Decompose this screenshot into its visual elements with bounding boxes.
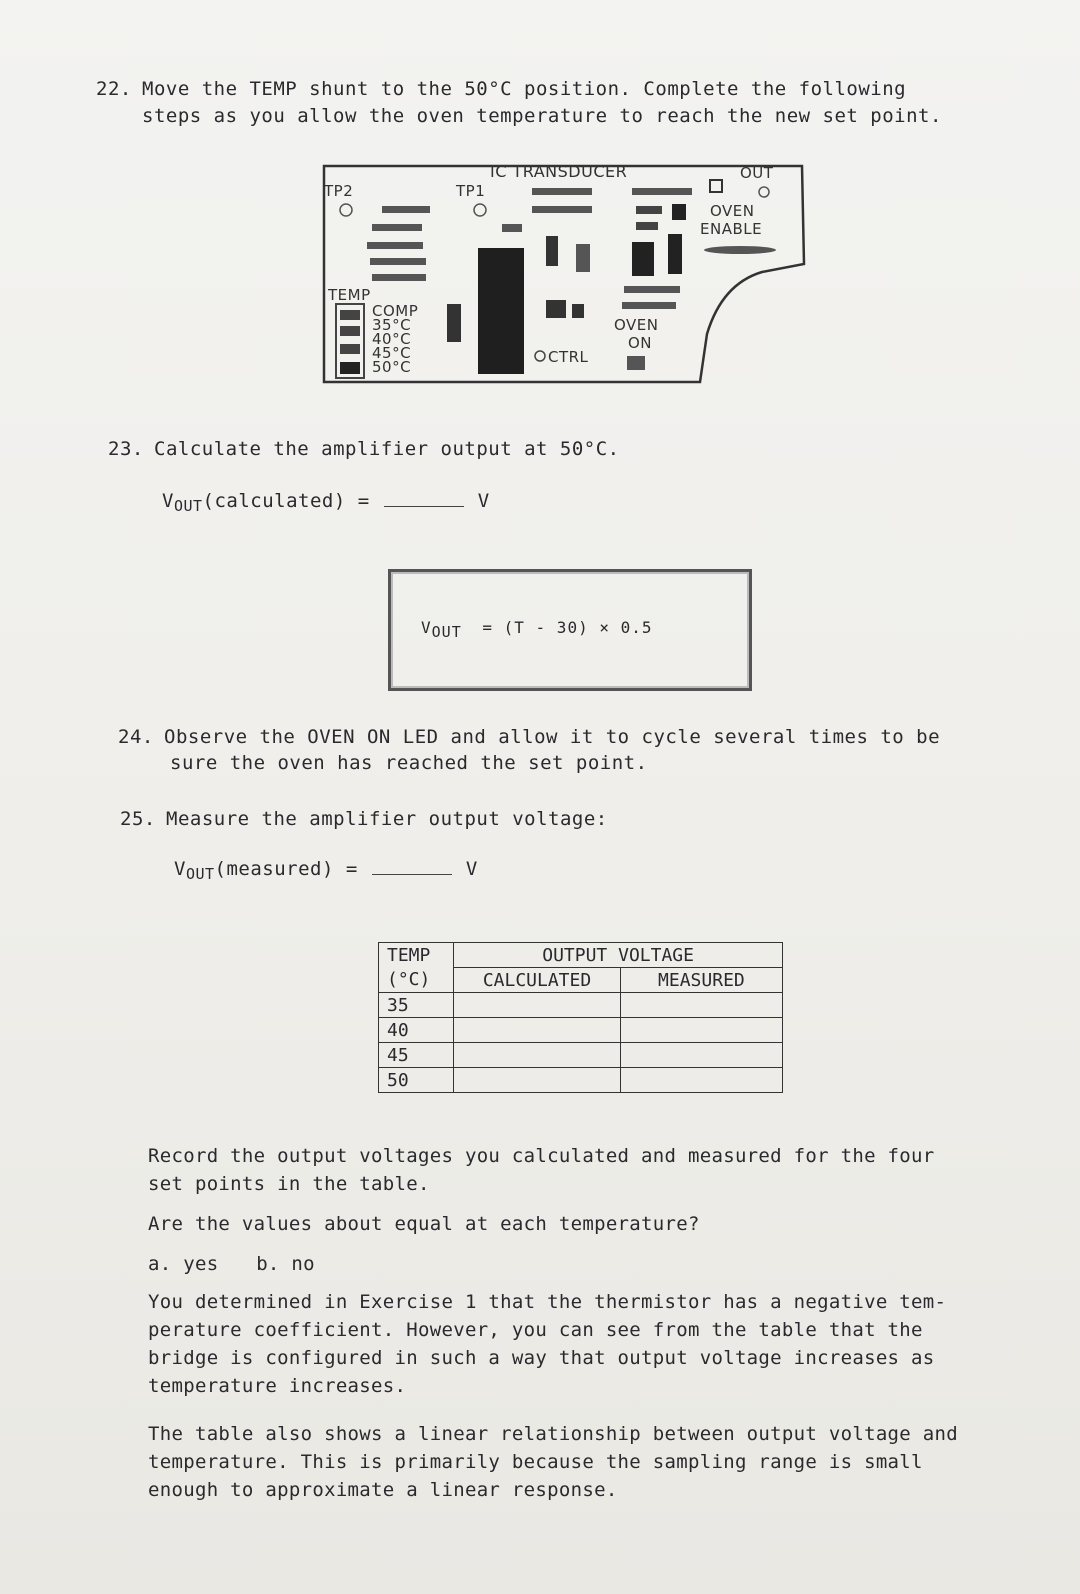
table-row (379, 1068, 783, 1093)
ic-chip (478, 248, 524, 374)
small-part-4 (636, 222, 658, 230)
temp-40-label: 40°C (372, 330, 412, 348)
resistor-10 (622, 302, 676, 309)
vout-calculated-sub: OUT (173, 497, 203, 515)
resistor-3 (367, 242, 423, 249)
measured-cell[interactable] (620, 1043, 782, 1068)
paragraph-1-line-3: bridge is configured in such a way that output voltage increases as (148, 1347, 935, 1369)
step-24-line-1 (118, 726, 940, 748)
formula-sub: OUT (431, 623, 462, 641)
out-pad (710, 180, 722, 192)
calculated-cell[interactable] (454, 993, 621, 1018)
paragraph-1-line-4: temperature increases. (148, 1375, 407, 1397)
table-temp-cell: 45 (379, 1043, 454, 1068)
small-part-2 (636, 206, 662, 214)
step-24-number: 24. (118, 726, 154, 748)
paragraph-1-line-2: perature coefficient. However, you can see from the table that the (148, 1319, 923, 1341)
vout-calculated-rest: (calculated) = (202, 490, 370, 512)
step-23-line (108, 438, 620, 460)
tp1-point (474, 204, 486, 216)
step-23-number: 23. (108, 438, 144, 460)
question: Are the values about equal at each temperature? (148, 1213, 700, 1235)
tp2-label: TP2 (324, 182, 354, 200)
table-header-row-2 (379, 968, 783, 993)
calculated-cell[interactable] (454, 1043, 621, 1068)
step-25-text: Measure the amplifier output voltage: (166, 808, 608, 830)
out-point (759, 187, 769, 197)
component-5 (546, 300, 566, 318)
temp-unit-header: (°C) (379, 968, 454, 993)
component-6 (572, 304, 584, 318)
vout-calculated-unit: V (477, 490, 490, 512)
measured-cell[interactable] (620, 1068, 782, 1093)
paragraph-2-line-2: temperature. This is primarily because the sampling range is small (148, 1451, 923, 1473)
temp-50-label: 50°C (372, 358, 412, 376)
vout-measured-v: V (174, 858, 186, 880)
oven-enable-jumper (704, 246, 776, 254)
table-row (379, 1043, 783, 1068)
option-b[interactable]: b. no (256, 1253, 315, 1275)
measured-cell[interactable] (620, 1018, 782, 1043)
vout-measured-rest: (measured) = (214, 858, 358, 880)
temp-35-label: 35°C (372, 316, 412, 334)
voltage-table (378, 942, 783, 1093)
measured-header: MEASURED (620, 968, 782, 993)
circuit-board-diagram (322, 164, 817, 386)
step-25-number: 25. (120, 808, 156, 830)
table-row (379, 993, 783, 1018)
temp-label: TEMP (328, 286, 371, 304)
measured-cell[interactable] (620, 993, 782, 1018)
paragraph-2-line-1: The table also shows a linear relationship between output voltage and (148, 1423, 958, 1445)
paragraph-thermistor (148, 1288, 1028, 1400)
option-a[interactable]: a. yes (148, 1253, 219, 1275)
small-part-1 (502, 224, 522, 232)
step-25-line (120, 808, 608, 830)
formula-box (388, 569, 752, 691)
temp-45-label: 45°C (372, 344, 412, 362)
step-24-line-2: sure the oven has reached the set point. (170, 752, 648, 774)
resistor-4 (370, 258, 426, 265)
vout-calculated-v: V (162, 490, 174, 512)
oven-enable-label-1: OVEN (710, 202, 755, 220)
formula-text (421, 618, 653, 641)
record-line-2: set points in the table. (148, 1173, 430, 1195)
comp-label: COMP (372, 302, 419, 320)
component-3 (632, 242, 654, 276)
table-row (379, 1018, 783, 1043)
vout-measured-blank[interactable] (372, 858, 452, 875)
step-24-text-1: Observe the OVEN ON LED and allow it to cycle several times to be (164, 726, 941, 748)
vout-measured-sub: OUT (185, 865, 215, 883)
step-22-line-2: steps as you allow the oven temperature to reach the new set point. (142, 105, 942, 127)
out-label: OUT (740, 164, 774, 182)
ic-transducer-label: IC TRANSDUCER (490, 162, 628, 181)
step-22-line-1 (96, 78, 906, 100)
table-header-row-1 (379, 943, 783, 968)
temp-header: TEMP (379, 943, 454, 968)
component-7 (447, 304, 461, 342)
record-instruction (148, 1142, 1028, 1198)
formula-rhs: = (T - 30) × 0.5 (482, 618, 653, 637)
paragraph-linear (148, 1420, 1028, 1504)
small-part-3 (672, 204, 686, 220)
resistor-9 (624, 286, 680, 293)
resistor-1 (382, 206, 430, 213)
vout-measured-line (174, 858, 478, 883)
paragraph-1-line-1: You determined in Exercise 1 that the thermistor has a negative tem- (148, 1291, 947, 1313)
calculated-cell[interactable] (454, 1068, 621, 1093)
output-voltage-header: OUTPUT VOLTAGE (454, 943, 783, 968)
ctrl-point (535, 351, 545, 361)
step-23-text: Calculate the amplifier output at 50°C. (154, 438, 620, 460)
vout-measured-unit: V (465, 858, 478, 880)
resistor-6 (532, 188, 592, 195)
tp2-point (340, 204, 352, 216)
formula-v: V (421, 618, 432, 637)
oven-enable-label-2: ENABLE (700, 220, 763, 238)
ctrl-label: CTRL (548, 348, 589, 366)
vout-calculated-line (162, 490, 490, 515)
table-temp-cell: 35 (379, 993, 454, 1018)
calculated-cell[interactable] (454, 1018, 621, 1043)
answer-options (148, 1250, 1028, 1278)
vout-calculated-blank[interactable] (384, 490, 464, 507)
table-temp-cell: 40 (379, 1018, 454, 1043)
component-1 (546, 236, 558, 266)
calculated-header: CALCULATED (454, 968, 621, 993)
resistor-8 (632, 188, 692, 195)
resistor-7 (532, 206, 592, 213)
oven-on-label-2: ON (628, 334, 653, 352)
tp1-label: TP1 (456, 182, 486, 200)
table-temp-cell: 50 (379, 1068, 454, 1093)
resistor-2 (372, 224, 422, 231)
step-22-number: 22. (96, 78, 132, 100)
component-2 (576, 244, 590, 272)
resistor-5 (372, 274, 426, 281)
paragraph-2-line-3: enough to approximate a linear response. (148, 1479, 618, 1501)
step-22-text-1: Move the TEMP shunt to the 50°C position. Complete the following (142, 78, 907, 100)
oven-on-led (627, 356, 645, 370)
oven-on-label-1: OVEN (614, 316, 659, 334)
component-4 (668, 234, 682, 274)
record-line-1: Record the output voltages you calculated and measured for the four (148, 1145, 935, 1167)
